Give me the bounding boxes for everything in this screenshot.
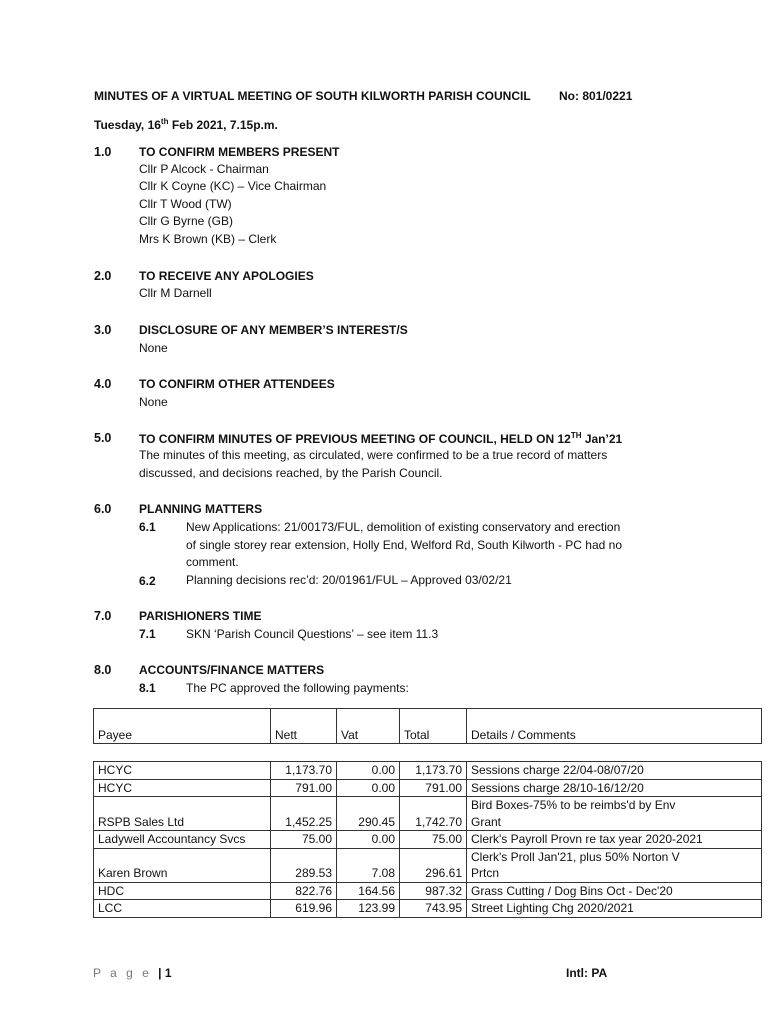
section-5-title-prefix: TO CONFIRM MINUTES OF PREVIOUS MEETING OF COUNCIL, HELD ON 12 xyxy=(139,432,571,446)
details-cell xyxy=(467,797,762,831)
table-row xyxy=(94,779,762,797)
payee-cell: HCYC xyxy=(94,762,271,780)
subsection-number: 8.1 xyxy=(139,681,156,695)
payee-cell: HCYC xyxy=(94,779,271,797)
member-line: Mrs K Brown (KB) – Clerk xyxy=(139,232,277,246)
nett-cell: 75.00 xyxy=(271,831,337,849)
subsection-line: Planning decisions rec’d: 20/01961/FUL – Approved 03/02/21 xyxy=(186,573,512,587)
header-nett: Nett xyxy=(271,709,337,744)
section-1-title: TO CONFIRM MEMBERS PRESENT xyxy=(139,145,340,159)
nett-cell: 1,452.25 xyxy=(271,797,337,831)
subsection-text xyxy=(186,572,676,590)
section-5-title-suffix: Jan’21 xyxy=(581,432,623,446)
header-vat: Vat xyxy=(337,709,400,744)
table-header-row xyxy=(94,709,762,744)
minutes-title: MINUTES OF A VIRTUAL MEETING OF SOUTH KILWORTH PARISH COUNCIL xyxy=(94,89,531,103)
nett-cell: 822.76 xyxy=(271,882,337,900)
subsection-line: comment. xyxy=(186,555,239,569)
initials-footer: Intl: PA xyxy=(566,966,608,980)
date-sup: th xyxy=(160,117,169,126)
interest-line: None xyxy=(139,341,168,355)
total-cell: 1,742.70 xyxy=(400,797,467,831)
vat-cell: 7.08 xyxy=(337,848,400,882)
member-line: Cllr G Byrne (GB) xyxy=(139,214,234,228)
details-cell: Grass Cutting / Dog Bins Oct - Dec'20 xyxy=(467,882,762,900)
date-suffix: Feb 2021, 7.15p.m. xyxy=(168,118,278,132)
table-row xyxy=(94,882,762,900)
total-cell: 791.00 xyxy=(400,779,467,797)
attendee-line: None xyxy=(139,395,168,409)
table-row xyxy=(94,848,762,882)
table-spacer-row xyxy=(94,744,762,762)
vat-cell: 123.99 xyxy=(337,900,400,918)
page-number: | 1 xyxy=(158,966,172,980)
section-3-title: DISCLOSURE OF ANY MEMBER’S INTEREST/S xyxy=(139,323,408,337)
total-cell: 743.95 xyxy=(400,900,467,918)
details-cell: Sessions charge 22/04-08/07/20 xyxy=(467,762,762,780)
vat-cell: 164.56 xyxy=(337,882,400,900)
payee-cell: Ladywell Accountancy Svcs xyxy=(94,831,271,849)
section-4-title: TO CONFIRM OTHER ATTENDEES xyxy=(139,377,335,391)
vat-cell: 0.00 xyxy=(337,779,400,797)
vat-cell: 0.00 xyxy=(337,762,400,780)
table-row xyxy=(94,900,762,918)
section-4-number: 4.0 xyxy=(94,377,112,391)
section-2-number: 2.0 xyxy=(94,269,112,283)
section-6-title: PLANNING MATTERS xyxy=(139,502,263,516)
subsection-text xyxy=(186,680,676,698)
subsection-number: 7.1 xyxy=(139,627,156,641)
total-cell: 75.00 xyxy=(400,831,467,849)
table-row xyxy=(94,831,762,849)
page-footer xyxy=(93,966,172,980)
payee-cell: RSPB Sales Ltd xyxy=(94,797,271,831)
table-row xyxy=(94,797,762,831)
payments-table xyxy=(93,708,762,918)
member-line: Cllr T Wood (TW) xyxy=(139,197,232,211)
total-cell: 987.32 xyxy=(400,882,467,900)
subsection-line: SKN ‘Parish Council Questions’ – see item 11.3 xyxy=(186,627,439,641)
nett-cell: 289.53 xyxy=(271,848,337,882)
minutes-number: No: 801/0221 xyxy=(559,89,633,103)
payee-cell: HDC xyxy=(94,882,271,900)
meeting-date xyxy=(94,117,278,132)
subsection-number: 6.1 xyxy=(139,520,156,534)
details-cell xyxy=(467,848,762,882)
details-cell: Sessions charge 28/10-16/12/20 xyxy=(467,779,762,797)
vat-cell: 290.45 xyxy=(337,797,400,831)
header-total: Total xyxy=(400,709,467,744)
section-7-title: PARISHIONERS TIME xyxy=(139,609,262,623)
subsection-text xyxy=(186,519,676,572)
apology-line: Cllr M Darnell xyxy=(139,286,212,300)
section-8-title: ACCOUNTS/FINANCE MATTERS xyxy=(139,663,325,677)
section-8-number: 8.0 xyxy=(94,663,112,677)
section-5-number: 5.0 xyxy=(94,431,112,445)
table-row xyxy=(94,762,762,780)
nett-cell: 619.96 xyxy=(271,900,337,918)
subsection-line: of single storey rear extension, Holly End, Welford Rd, South Kilworth - PC had no xyxy=(186,537,622,552)
minutes-text-line: The minutes of this meeting, as circulated, were confirmed to be a true record of matters xyxy=(139,448,608,462)
minutes-text-line: discussed, and decisions reached, by the Parish Council. xyxy=(139,466,443,480)
nett-cell: 791.00 xyxy=(271,779,337,797)
payee-cell: LCC xyxy=(94,900,271,918)
vat-cell: 0.00 xyxy=(337,831,400,849)
details-cell: Clerk's Payroll Provn re tax year 2020-2021 xyxy=(467,831,762,849)
nett-cell: 1,173.70 xyxy=(271,762,337,780)
subsection-line: New Applications: 21/00173/FUL, demolition of existing conservatory and erection xyxy=(186,520,621,534)
details-line: Prtcn xyxy=(471,866,500,880)
header-payee: Payee xyxy=(94,709,271,744)
details-line: Bird Boxes-75% to be reimbs'd by Env xyxy=(471,798,676,812)
section-7-number: 7.0 xyxy=(94,609,112,623)
subsection-line: The PC approved the following payments: xyxy=(186,681,409,695)
date-prefix: Tuesday, 16 xyxy=(94,118,161,132)
section-5-title-sup: TH xyxy=(570,431,582,440)
section-1-number: 1.0 xyxy=(94,145,112,159)
section-5-title xyxy=(139,431,622,446)
member-line: Cllr K Coyne (KC) – Vice Chairman xyxy=(139,179,327,193)
section-6-number: 6.0 xyxy=(94,502,112,516)
total-cell: 296.61 xyxy=(400,848,467,882)
subsection-number: 6.2 xyxy=(139,574,156,588)
details-cell: Street Lighting Chg 2020/2021 xyxy=(467,900,762,918)
subsection-text xyxy=(186,626,676,644)
payee-cell: Karen Brown xyxy=(94,848,271,882)
section-3-number: 3.0 xyxy=(94,323,112,337)
total-cell: 1,173.70 xyxy=(400,762,467,780)
details-line: Grant xyxy=(471,814,502,829)
section-2-title: TO RECEIVE ANY APOLOGIES xyxy=(139,269,314,283)
header-details: Details / Comments xyxy=(467,709,762,744)
page-label: P a g e xyxy=(93,966,152,980)
member-line: Cllr P Alcock - Chairman xyxy=(139,162,269,176)
details-line: Clerk's Proll Jan'21, plus 50% Norton V xyxy=(471,849,680,864)
